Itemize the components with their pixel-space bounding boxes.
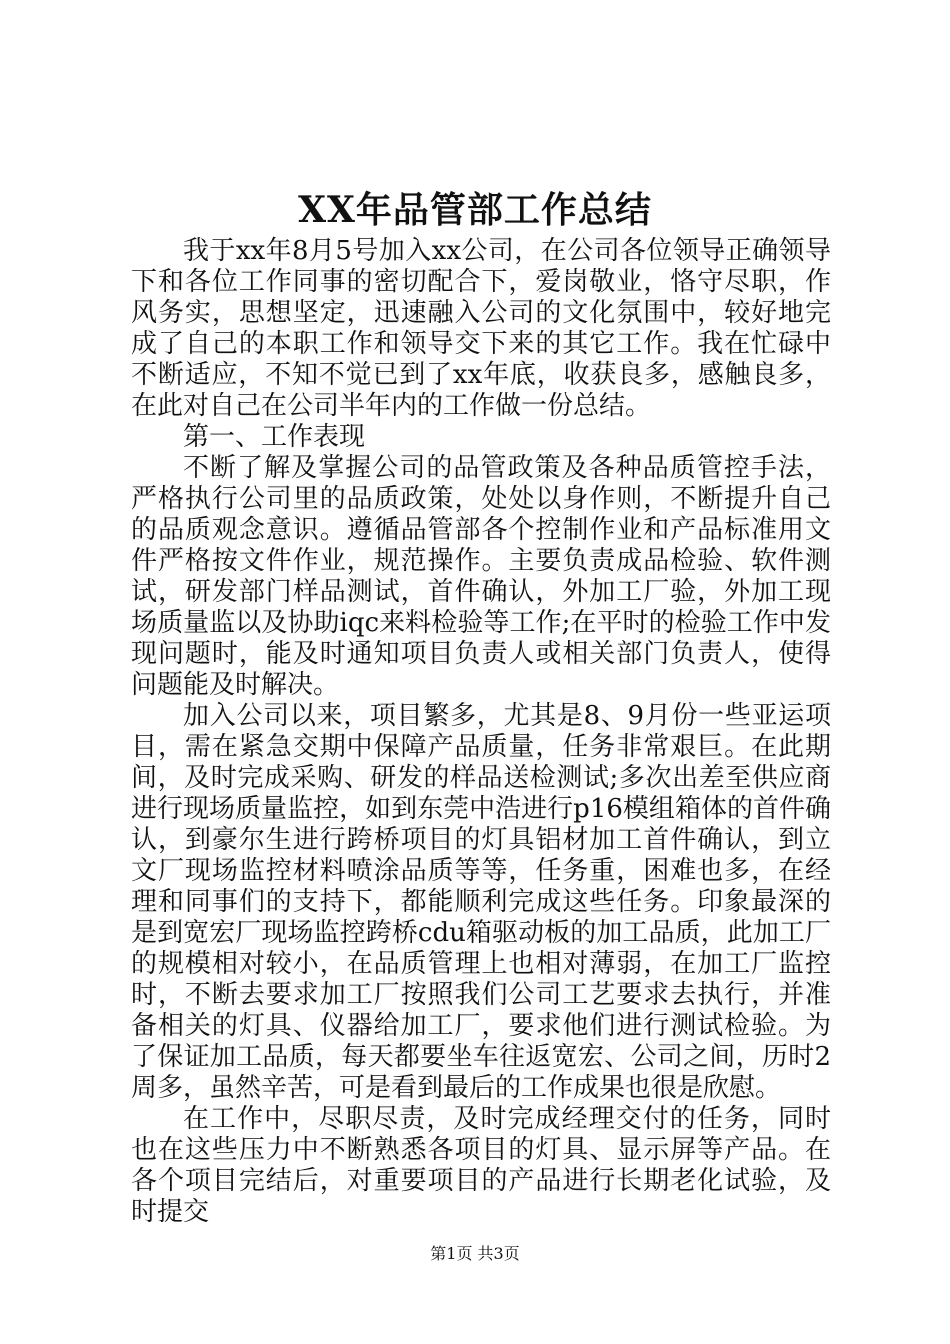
paragraph-intro: 我于xx年8月5号加入xx公司，在公司各位领导正确领导下和各位工作同事的密切配合下，爱岗敬业，恪守尽职，作风务实，思想坚定，迅速融入公司的文化氛围中，较好地完成了自己的本职工作和领导交下来的其它工作。我在忙碌中不断适应，不知不觉已到了xx年底，收获良多，感触良多，在此对自己在公司半年内的工作做一份总结。 — [131, 236, 831, 421]
document-title: XX年品管部工作总结 — [298, 189, 652, 231]
paragraph-projects: 加入公司以来，项目繁多，尤其是8、9月份一些亚运项目，需在紧急交期中保障产品质量，任务非常艰巨。在此期间，及时完成采购、研发的样品送检测试;多次出差至供应商进行现场质量监控，如到东莞中浩进行p16模组箱体的首件确认，到豪尔生进行跨桥项目的灯具铝材加工首件确认，到立文厂现场监控材料喷涂品质等等，任务重，困难也多，在经理和同事们的支持下，都能顺利完成这些任务。印象最深的是到宽宏厂现场监控跨桥cdu箱驱动板的加工品质，此加工厂的规模相对较小，在品质管理上也相对薄弱，在加工厂监控时，不断去要求加工厂按照我们公司工艺要求去执行，并准备相关的灯具、仪器给加工厂，要求他们进行测试检验。为了保证加工品质，每天都要坐车往返宽宏、公司之间，历时2周多，虽然辛苦，可是看到最后的工作成果也很是欣慰。 — [131, 701, 831, 1103]
document-body — [131, 236, 831, 1228]
page-number-footer: 第1页 共3页 — [430, 1244, 520, 1263]
paragraph-duties: 在工作中，尽职尽责，及时完成经理交付的任务，同时也在这些压力中不断熟悉各项目的灯具、显示屏等产品。在各个项目完结后，对重要项目的产品进行长期老化试验，及时提交 — [131, 1104, 831, 1227]
section-heading-work-performance: 第一、工作表现 — [183, 422, 366, 452]
paragraph-quality-policy: 不断了解及掌握公司的品管政策及各种品质管控手法，严格执行公司里的品质政策，处处以身作则，不断提升自己的品质观念意识。遵循品管部各个控制作业和产品标准用文件严格按文件作业，规范操作。主要负责成品检验、软件测试，研发部门样品测试，首件确认，外加工厂验，外加工现场质量监以及协助iqc来料检验等工作;在平时的检验工作中发现问题时，能及时通知项目负责人或相关部门负责人，使得问题能及时解决。 — [131, 453, 831, 700]
